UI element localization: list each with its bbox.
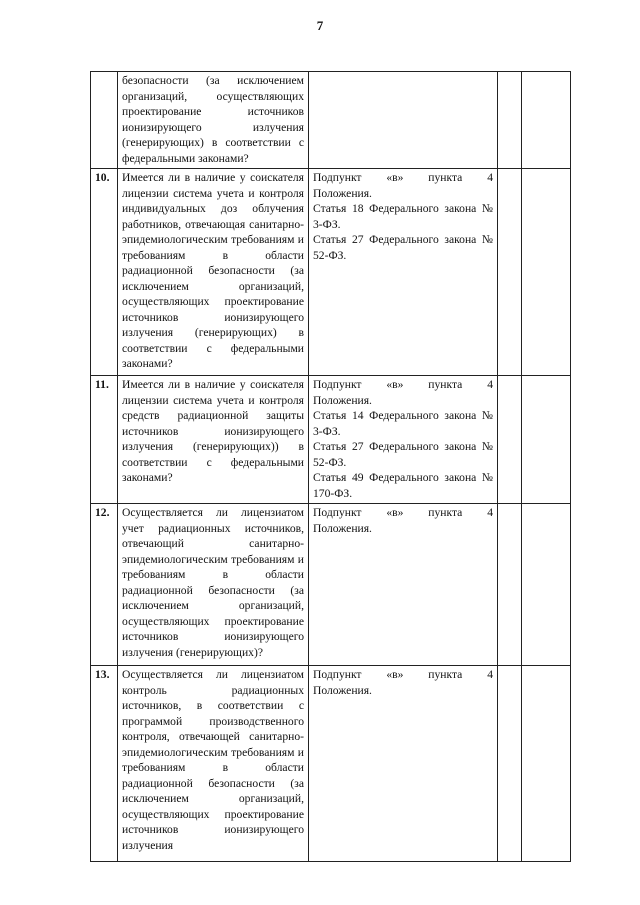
basis-line: Подпункт «в» пункта 4 [313,668,493,681]
table-row [91,376,571,504]
legal-basis [309,504,498,666]
mark-cell [498,169,522,376]
basis-line: Статья 27 Федерального закона № 52-ФЗ. [313,440,493,469]
question-text: безопасности (за исключением организаций, осуществляющих проектирование источников ионизирующего излучения (генерирующих) в соответствии с федеральными законами? [118,72,309,169]
legal-basis [309,169,498,376]
note-cell [522,376,571,504]
question-text: Осуществляется ли лицензиатом контроль радиационных источников, в соответствии с программой производственного контроля, отвечающей санитарно-эпидемиологическим требованиям и требованиям в области радиационной безопасности (за исключением организаций, осуществляющих проектирование источников ионизирующего излучения [118,666,309,862]
row-number: 12. [91,504,118,666]
basis-line: Положения. [313,683,372,697]
basis-line: Статья 18 Федерального закона № 3-ФЗ. [313,202,493,231]
table-row [91,169,571,376]
row-number: 13. [91,666,118,862]
table-row [91,666,571,862]
basis-line: Статья 49 Федерального закона № 170-ФЗ. [313,471,493,500]
mark-cell [498,666,522,862]
checklist-table [90,71,571,862]
basis-line: Подпункт «в» пункта 4 [313,378,493,391]
note-cell [522,72,571,169]
basis-line: Статья 27 Федерального закона № 52-ФЗ. [313,233,493,262]
basis-line: Положения. [313,521,372,535]
row-number [91,72,118,169]
question-text: Осуществляется ли лицензиатом учет радиационных источников, отвечающий санитарно-эпидемиологическим требованиям и требованиям в области радиационной безопасности (за исключением организаций, осуществляющих проектирование источников ионизирующего излучения (генерирующих)? [118,504,309,666]
question-text: Имеется ли в наличие у соискателя лицензии система учета и контроля индивидуальных доз облучения работников, отвечающая санитарно-эпидемиологическим требованиям и требованиям в области радиационной безопасности (за исключением организаций, осуществляющих проектирование источников ионизирующего излучения (генерирующих) в соответствии с федеральными законами? [118,169,309,376]
row-number: 10. [91,169,118,376]
legal-basis [309,376,498,504]
note-cell [522,666,571,862]
basis-line: Подпункт «в» пункта 4 [313,171,493,184]
mark-cell [498,376,522,504]
note-cell [522,504,571,666]
basis-line: Положения. [313,186,372,200]
question-text: Имеется ли в наличие у соискателя лицензии система учета и контроля средств радиационной защиты источников ионизирующего излучения (генерирующих)) в соответствии с федеральными законами? [118,376,309,504]
legal-basis [309,72,498,169]
table-row [91,504,571,666]
note-cell [522,169,571,376]
legal-basis [309,666,498,862]
mark-cell [498,72,522,169]
page-number: 7 [316,18,324,33]
table-row [91,72,571,169]
basis-line: Положения. [313,393,372,407]
basis-line: Статья 14 Федерального закона № 3-ФЗ. [313,409,493,438]
row-number: 11. [91,376,118,504]
basis-line: Подпункт «в» пункта 4 [313,506,493,519]
mark-cell [498,504,522,666]
